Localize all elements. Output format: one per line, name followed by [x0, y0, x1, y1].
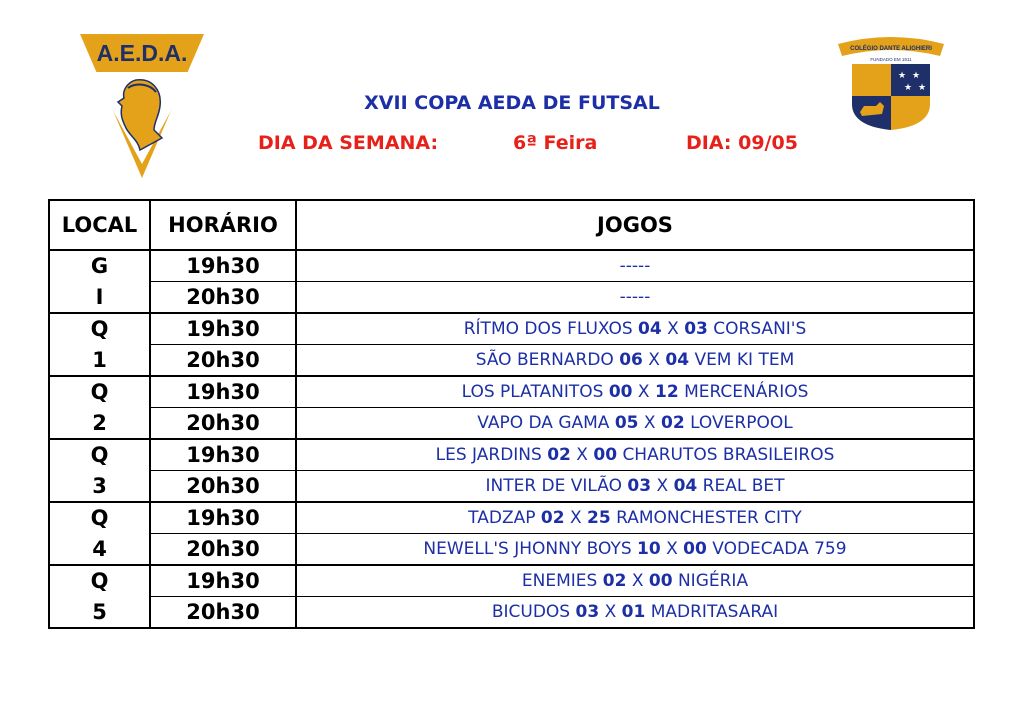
date-label: DIA: 09/05 [686, 132, 798, 154]
away-team: VEM KI TEM [694, 350, 795, 370]
away-score: 00 [683, 539, 707, 559]
versus-mark: X [648, 350, 660, 370]
home-team: SÃO BERNARDO [475, 350, 614, 370]
home-team: NEWELL'S JHONNY BOYS [423, 539, 632, 559]
local-cell: G [49, 250, 150, 282]
time-cell: 20h30 [150, 282, 296, 314]
crest-founded-text: FUNDADO EM 1911 [870, 57, 912, 62]
table-row [49, 534, 974, 566]
home-team: LOS PLATANITOS [461, 382, 604, 402]
game-cell [296, 250, 974, 282]
aeda-logo-text: A.E.D.A. [96, 40, 188, 66]
versus-mark: X [667, 319, 679, 339]
no-game-placeholder: ----- [619, 287, 651, 307]
game-cell [296, 282, 974, 314]
local-cell: I [49, 282, 150, 314]
crest-banner-text: COLÉGIO DANTE ALIGHIERI [850, 46, 932, 52]
home-team: TADZAP [468, 508, 536, 528]
weekday-label: DIA DA SEMANA: [258, 132, 439, 154]
away-score: 03 [684, 319, 708, 339]
away-score: 01 [621, 602, 646, 622]
time-cell: 19h30 [150, 250, 296, 282]
versus-mark: X [637, 382, 650, 402]
home-score: 02 [540, 508, 565, 528]
table-row [49, 597, 974, 629]
game-cell [296, 408, 974, 440]
games-schedule-table [48, 199, 975, 629]
time-cell: 19h30 [150, 439, 296, 471]
home-score: 05 [614, 413, 639, 433]
game-cell [296, 376, 974, 408]
away-team: VODECADA 759 [712, 539, 847, 559]
home-team: LES JARDINS [435, 445, 542, 465]
away-score: 12 [654, 382, 679, 402]
time-cell: 20h30 [150, 408, 296, 440]
away-team: CHARUTOS BRASILEIROS [622, 445, 835, 465]
table-row [49, 408, 974, 440]
away-score: 04 [673, 476, 698, 496]
local-cell: 3 [49, 471, 150, 503]
away-team: LOVERPOOL [690, 413, 793, 433]
header-time: HORÁRIO [150, 200, 296, 250]
away-score: 00 [648, 571, 673, 591]
table-row [49, 282, 974, 314]
star-icon: ★ [918, 83, 927, 93]
time-cell: 19h30 [150, 502, 296, 534]
home-score: 10 [637, 539, 661, 559]
home-score: 03 [575, 602, 600, 622]
versus-mark: X [576, 445, 588, 465]
table-row [49, 345, 974, 377]
local-cell: Q [49, 502, 150, 534]
versus-mark: X [666, 539, 678, 559]
home-team: RÍTMO DOS FLUXOS [463, 319, 633, 339]
time-cell: 20h30 [150, 471, 296, 503]
table-row [49, 439, 974, 471]
home-score: 03 [627, 476, 652, 496]
game-cell [296, 345, 974, 377]
away-team: REAL BET [702, 476, 785, 496]
star-icon: ★ [912, 71, 921, 81]
away-team: CORSANI'S [713, 319, 807, 339]
time-cell: 19h30 [150, 565, 296, 597]
game-cell [296, 565, 974, 597]
time-cell: 20h30 [150, 597, 296, 629]
home-team: BICUDOS [491, 602, 571, 622]
game-cell [296, 534, 974, 566]
home-score: 00 [608, 382, 633, 402]
time-cell: 19h30 [150, 313, 296, 345]
header-local: LOCAL [49, 200, 150, 250]
game-cell [296, 439, 974, 471]
no-game-placeholder: ----- [619, 256, 651, 276]
versus-mark: X [631, 571, 644, 591]
versus-mark: X [643, 413, 656, 433]
header-games: JOGOS [296, 200, 974, 250]
home-score: 02 [602, 571, 627, 591]
table-row [49, 250, 974, 282]
home-score: 02 [547, 445, 571, 465]
versus-mark: X [569, 508, 582, 528]
dante-alighieri-crest [832, 36, 950, 132]
page-title: XVII COPA AEDA DE FUTSAL [364, 92, 660, 114]
star-icon: ★ [898, 71, 907, 81]
game-cell [296, 313, 974, 345]
table-row [49, 502, 974, 534]
home-team: INTER DE VILÃO [485, 476, 623, 496]
game-cell [296, 597, 974, 629]
local-cell: Q [49, 565, 150, 597]
away-score: 04 [665, 350, 690, 370]
home-score: 04 [638, 319, 662, 339]
local-cell: Q [49, 313, 150, 345]
away-team: MERCENÁRIOS [684, 382, 809, 402]
table-row [49, 471, 974, 503]
local-cell: 5 [49, 597, 150, 629]
home-team: VAPO DA GAMA [477, 413, 610, 433]
home-team: ENEMIES [521, 571, 598, 591]
away-team: NIGÉRIA [677, 571, 749, 591]
local-cell: Q [49, 439, 150, 471]
time-cell: 19h30 [150, 376, 296, 408]
away-team: MADRITASARAI [650, 602, 779, 622]
local-cell: 1 [49, 345, 150, 377]
time-cell: 20h30 [150, 345, 296, 377]
away-score: 00 [593, 445, 618, 465]
local-cell: Q [49, 376, 150, 408]
home-score: 06 [619, 350, 643, 370]
away-score: 02 [660, 413, 685, 433]
versus-mark: X [604, 602, 617, 622]
table-row [49, 565, 974, 597]
table-row [49, 313, 974, 345]
versus-mark: X [656, 476, 669, 496]
time-cell: 20h30 [150, 534, 296, 566]
weekday-value: 6ª Feira [513, 132, 598, 154]
local-cell: 2 [49, 408, 150, 440]
game-cell [296, 471, 974, 503]
table-row [49, 376, 974, 408]
away-score: 25 [587, 508, 611, 528]
star-icon: ★ [904, 83, 913, 93]
game-cell [296, 502, 974, 534]
table-header-row [49, 200, 974, 250]
away-team: RAMONCHESTER CITY [616, 508, 802, 528]
local-cell: 4 [49, 534, 150, 566]
